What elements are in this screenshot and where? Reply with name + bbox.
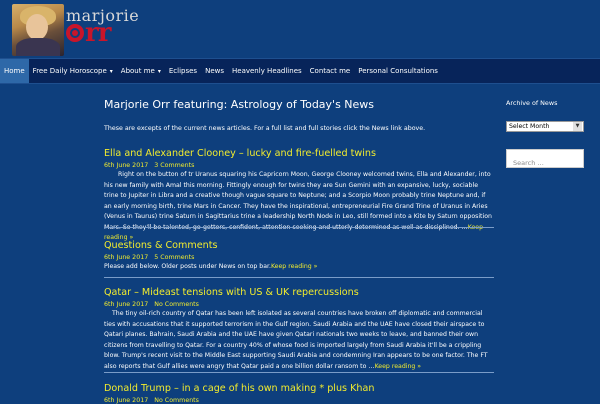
keep-reading-link[interactable]: Keep reading » [270, 263, 318, 270]
post-meta [104, 301, 494, 308]
nav-contact-me[interactable]: Contact me [309, 67, 351, 75]
chevron-down-icon: ▾ [109, 68, 113, 75]
post-excerpt: The tiny oil-rich country of Qatar has been left isolated as several countries have broken off diplomatic and commercial ties with accusations that it supported terrorism in the Gulf region. Saudi Arabia and the UAE have closed their airspace to Qatari planes. Bahrain, Saudi Arabia and the UAE have given Qatari nationals two weeks to leave, and banned their own citizens from travelling to Qatar. For a country 40% of whose food is imported largely from Saudi Arabia it'll be a crippling blow. Trump's recent visit to the Middle East supporting Saudi Arabia and condemning Iran appears to be one factor. The FT also reports that Gulf allies were angry that Qatar paid a one billion dollar ransom to …Keep reading » [104, 310, 488, 370]
nav-home[interactable]: Home [0, 59, 29, 83]
site-header [0, 0, 600, 58]
logo-text-top[interactable]: marjorie [66, 6, 140, 25]
divider [104, 372, 494, 373]
post-date: 6th June 2017 [104, 162, 149, 169]
post-title[interactable]: Qatar – Mideast tensions with US & UK repercussions [104, 287, 359, 298]
chevron-down-icon: ▾ [157, 68, 161, 75]
chevron-down-icon: ▼ [573, 122, 582, 131]
keep-reading-link[interactable]: Keep reading » [104, 223, 484, 241]
post-title[interactable]: Questions & Comments [104, 240, 218, 251]
post-meta [104, 254, 494, 261]
post-excerpt: Please add below. Older posts under News on top bar.Keep reading » [104, 263, 318, 270]
post [104, 383, 494, 404]
nav-news[interactable]: News [205, 67, 224, 75]
archive-month-select[interactable]: Select Month ▼ [506, 121, 584, 132]
search-box [506, 149, 584, 168]
author-photo[interactable] [12, 4, 64, 56]
post-date: 6th June 2017 [104, 301, 149, 308]
comments-link[interactable]: No Comments [154, 301, 199, 308]
logo-text-bottom: rr [85, 18, 111, 48]
nav-about-me[interactable]: About me ▾ [120, 67, 161, 75]
logo-o-icon [66, 24, 84, 42]
main-nav [0, 58, 600, 84]
comments-link[interactable]: 5 Comments [154, 254, 195, 261]
sidebar [506, 82, 600, 400]
comments-link[interactable]: 3 Comments [154, 162, 195, 169]
post [104, 240, 494, 273]
nav-free-daily-horoscope[interactable]: Free Daily Horoscope ▾ [32, 67, 113, 75]
post [104, 287, 494, 372]
comments-link[interactable]: No Comments [154, 397, 199, 404]
post-title[interactable]: Ella and Alexander Clooney – lucky and fire-fuelled twins [104, 148, 376, 159]
divider [104, 277, 494, 278]
keep-reading-link[interactable]: Keep reading » [374, 362, 422, 370]
post-meta [104, 397, 494, 404]
nav-heavenly-headlines[interactable]: Heavenly Headlines [232, 67, 302, 75]
post-excerpt: Right on the button of tr Uranus squaring his Capricorn Moon, George Clooney welcomed twins, Ella and Alexander, into his new family with Amal this morning. Fittingly enough for twins they are Sun Gemini with an expansive, lucky, sociable trine to Jupiter in Libra and a creative though vague square to Neptune; and a Scorpio Moon probably trine Neptune and, if an early morning birth, trine Mars in Cancer. They have the inspirational, entrepreneurial Fire Grand Trine of Uranus in Aries (Venus in Taurus) trine Saturn in Sagittarius trine a leadership North Node in Leo, still formed into a Kite by Saturn opposition Mars. So they'll be talented, go-getters, confident, attention-seeking and utterly determined as well as disciplined. …Keep reading » [104, 171, 492, 241]
post-meta [104, 162, 494, 169]
intro-text: These are excepts of the current news articles. For a full list and full stories click the News link above. [104, 125, 426, 132]
nav-eclipses[interactable]: Eclipses [168, 67, 198, 75]
divider [104, 227, 494, 228]
main-content [104, 82, 496, 404]
post [104, 148, 494, 244]
archive-title: Archive of News [506, 99, 558, 107]
post-date: 6th June 2017 [104, 254, 149, 261]
search-input[interactable] [507, 155, 583, 172]
logo[interactable] [66, 20, 110, 46]
post-date: 6th June 2017 [104, 397, 149, 404]
nav-personal-consultations[interactable]: Personal Consultations [358, 67, 438, 75]
page-title: Marjorie Orr featuring: Astrology of Today's News [104, 98, 375, 111]
post-title[interactable]: Donald Trump – in a cage of his own making * plus Khan [104, 383, 375, 394]
